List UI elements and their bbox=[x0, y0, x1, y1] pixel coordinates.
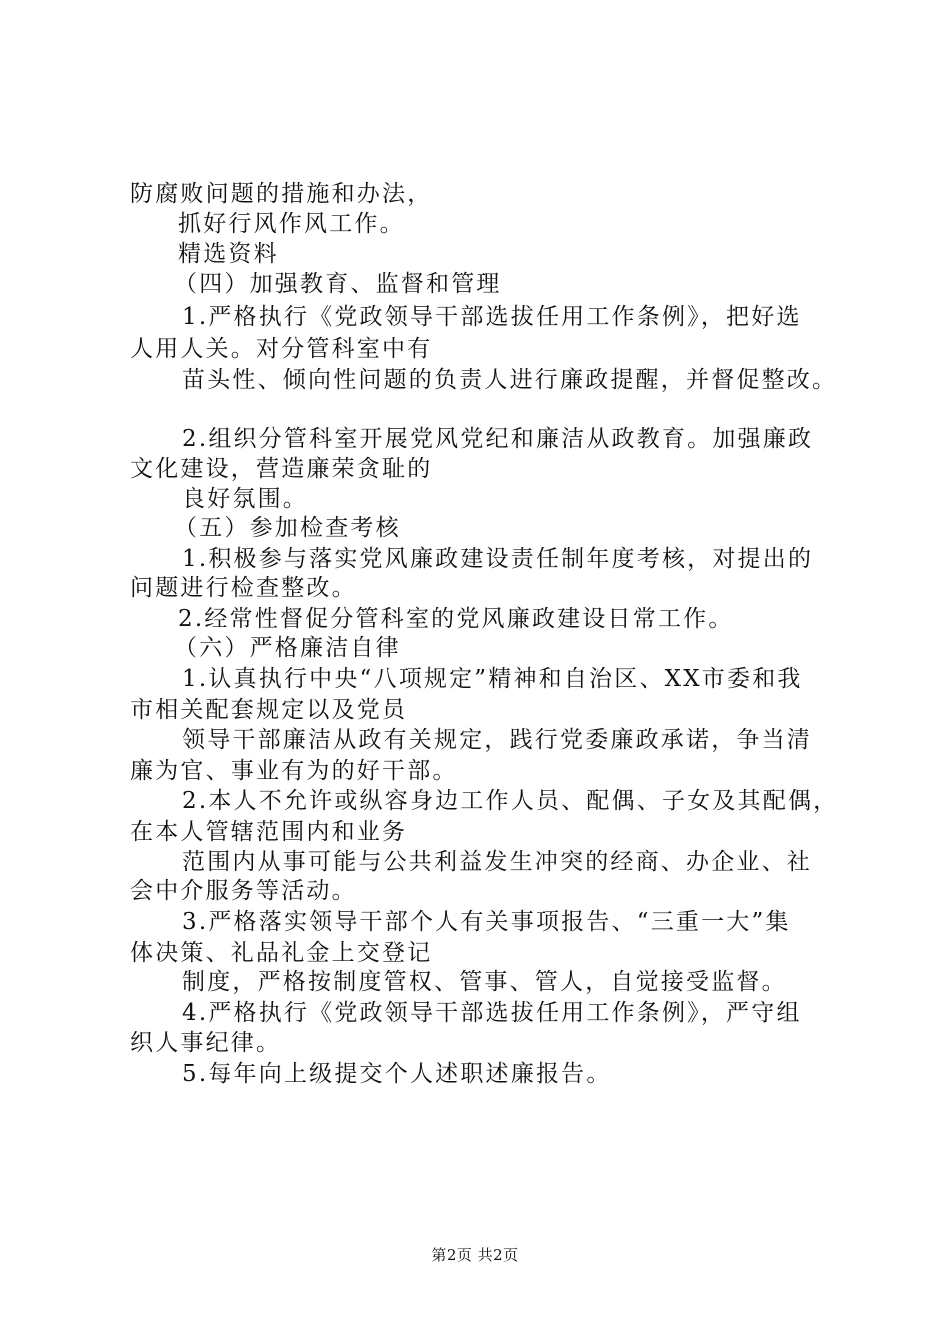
text-line: 市相关配套规定以及党员 bbox=[130, 697, 408, 723]
text-line: 防腐败问题的措施和办法， bbox=[130, 181, 433, 207]
text-line: 问题进行检查整改。 bbox=[130, 575, 357, 601]
text-line: 范围内从事可能与公共利益发生冲突的经商、办企业、社 bbox=[182, 849, 812, 875]
section-heading: （四）加强教育、监督和管理 bbox=[174, 271, 502, 297]
text-line: 5.每年向上级提交个人述职述廉报告。 bbox=[182, 1061, 612, 1087]
text-line: 精选资料 bbox=[178, 241, 279, 267]
text-line: 人用人关。对分管科室中有 bbox=[130, 336, 433, 362]
text-line: 在本人管辖范围内和业务 bbox=[130, 819, 408, 845]
text-line: 1.积极参与落实党风廉政建设责任制年度考核，对提出的 bbox=[182, 546, 814, 572]
text-line: 体决策、礼品礼金上交登记 bbox=[130, 940, 433, 966]
section-heading: （五）参加检查考核 bbox=[174, 515, 401, 541]
text-line: 4.严格执行《党政领导干部选拔任用工作条例》，严守组 bbox=[182, 1000, 802, 1026]
text-line: 1.认真执行中央“八项规定”精神和自治区、XX市委和我 bbox=[182, 666, 803, 692]
text-line: 文化建设，营造廉荣贪耻的 bbox=[130, 456, 433, 482]
text-line: 2.本人不允许或纵容身边工作人员、配偶、子女及其配偶， bbox=[182, 788, 839, 814]
text-line: 2.组织分管科室开展党风党纪和廉洁从政教育。加强廉政 bbox=[182, 426, 814, 452]
text-line: 3.严格落实领导干部个人有关事项报告、“三重一大”集 bbox=[182, 909, 791, 935]
section-heading: （六）严格廉洁自律 bbox=[174, 635, 401, 661]
text-line: 2.经常性督促分管科室的党风廉政建设日常工作。 bbox=[178, 606, 734, 632]
text-line: 织人事纪律。 bbox=[130, 1030, 282, 1056]
text-line: 抓好行风作风工作。 bbox=[178, 211, 405, 237]
text-line: 1.严格执行《党政领导干部选拔任用工作条例》，把好选 bbox=[182, 304, 802, 330]
text-line: 良好氛围。 bbox=[182, 486, 308, 512]
text-line: 领导干部廉洁从政有关规定，践行党委廉政承诺，争当清 bbox=[182, 727, 812, 753]
page-number-footer: 第2页 共2页 bbox=[431, 1246, 519, 1264]
text-line: 廉为官、事业有为的好干部。 bbox=[130, 758, 458, 784]
text-line: 苗头性、倾向性问题的负责人进行廉政提醒，并督促整改。 bbox=[182, 367, 838, 393]
text-line: 制度，严格按制度管权、管事、管人，自觉接受监督。 bbox=[182, 969, 787, 995]
text-line: 会中介服务等活动。 bbox=[130, 878, 357, 904]
